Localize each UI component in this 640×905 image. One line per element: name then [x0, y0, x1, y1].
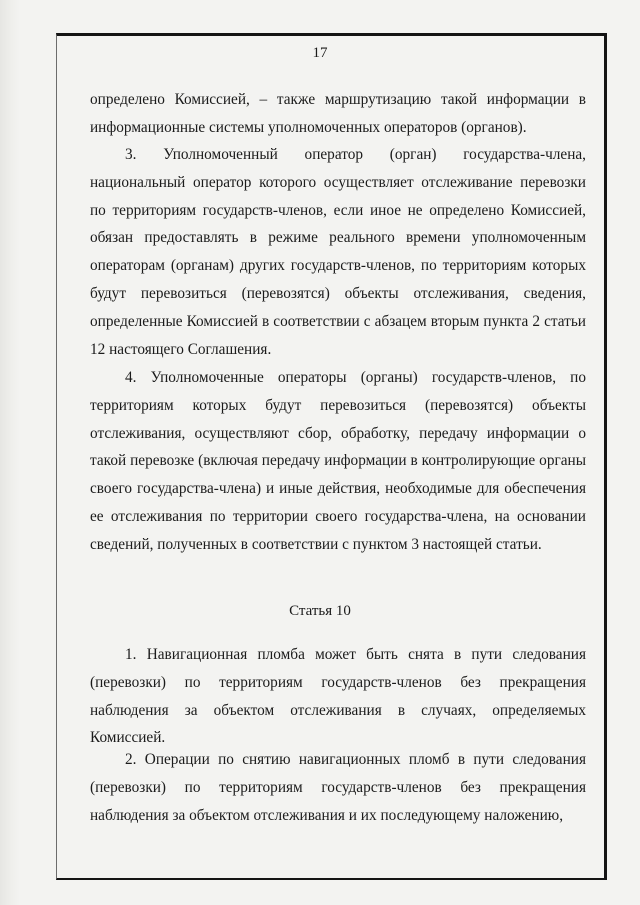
paragraph-continuation: определено Комиссией, – также маршрутизацию такой информации в информационные системы уполномоченных операторов (органов).: [90, 91, 586, 136]
page-number: 17: [312, 45, 328, 61]
scan-shadow-edge: [0, 0, 20, 905]
article-paragraph-2: 2. Операции по снятию навигационных пломб в пути следования (перевозки) по территориям государств-членов без прекращения наблюдения за объектом отслеживания и их последующему наложению,: [90, 751, 586, 824]
paragraph-item-3: 3. Уполномоченный оператор (орган) государства-члена, национальный оператор которого осуществляет отслеживание перевозки по территориям государств-членов, если иное не определено Комиссией, обязан предоставлять в режиме реального времени уполномоченным операторам (органам) других государств-членов, по территориям которых будут перевозиться (перевозятся) объекты отслеживания, сведения, определенные Комиссией в соответствии с абзацем вторым пункта 2 статьи 12 настоящего Соглашения.: [90, 146, 586, 358]
article-paragraph-1: 1. Навигационная пломба может быть снята в пути следования (перевозки) по территориям государств-членов без прекращения наблюдения за объектом отслеживания в случаях, определяемых Комиссией.: [90, 646, 586, 747]
paragraph-item-4: 4. Уполномоченные операторы (органы) государств-членов, по территориям которых будут перевозиться (перевозятся) объекты отслеживания, осуществляют сбор, обработку, передачу информации о такой перевозке (включая передачу информации в контролирующие органы своего государства-члена) и иные действия, необходимые для обеспечения ее отслеживания по территории своего государства-члена, на основании сведений, полученных в соответствии с пунктом 3 настоящей статьи.: [90, 369, 586, 553]
article-heading: Статья 10: [289, 603, 351, 619]
